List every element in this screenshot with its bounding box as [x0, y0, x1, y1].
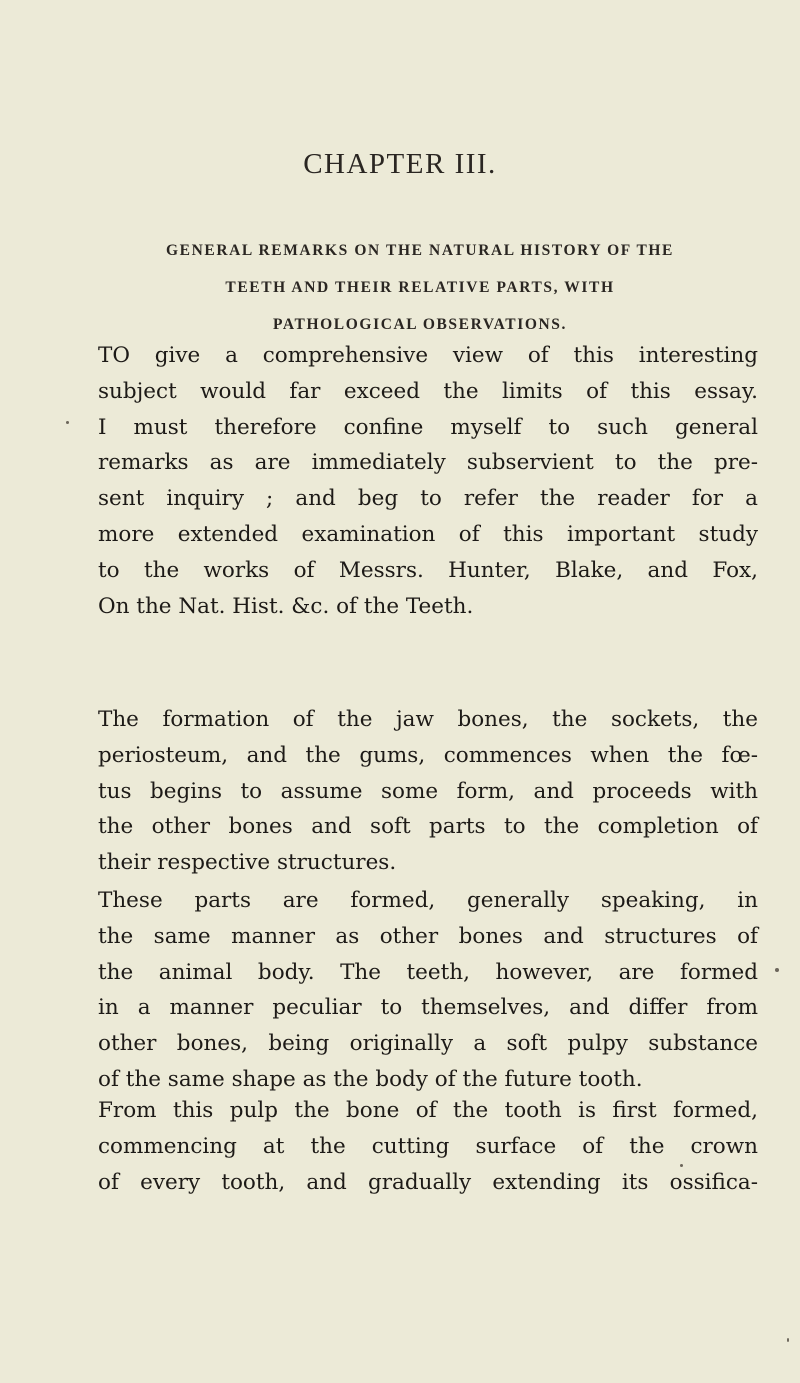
scan-speck	[787, 1338, 789, 1342]
text-line: of every tooth, and gradually extending its ossifica-	[98, 1169, 758, 1195]
text-line: On the Nat. Hist. &c. of the Teeth.	[98, 593, 474, 619]
text-line: of the same shape as the body of the future tooth.	[98, 1066, 643, 1092]
text-line: other bones, being originally a soft pulpy substance	[98, 1031, 758, 1057]
paragraph-3	[98, 883, 758, 1098]
text-line: I must therefore confine myself to such general	[98, 414, 758, 440]
text-line: the animal body. The teeth, however, are formed	[98, 959, 758, 985]
paragraph-2	[98, 702, 758, 881]
subtitle-line: TEETH AND THEIR RELATIVE PARTS, WITH	[225, 279, 615, 296]
text-line: tus begins to assume some form, and proceeds with	[98, 778, 758, 804]
text-line: commencing at the cutting surface of the crown	[98, 1133, 758, 1159]
paragraph-4	[98, 1093, 758, 1200]
text-line: These parts are formed, generally speaking, in	[98, 888, 758, 913]
scan-speck	[66, 421, 69, 424]
text-line: The formation of the jaw bones, the sockets, the	[98, 707, 758, 732]
paragraph-1	[98, 338, 758, 624]
scan-speck	[775, 968, 779, 972]
chapter-title: CHAPTER III.	[303, 148, 497, 180]
text-line: the other bones and soft parts to the completion of	[98, 814, 758, 840]
text-line: the same manner as other bones and structures of	[98, 923, 758, 949]
chapter-subtitle	[100, 232, 740, 343]
subtitle-line: GENERAL REMARKS ON THE NATURAL HISTORY OF THE	[166, 242, 674, 259]
text-line: remarks as are immediately subservient to the pre-	[98, 450, 758, 476]
text-line: TO give a comprehensive view of this interesting	[98, 343, 758, 368]
scan-speck	[680, 1164, 683, 1167]
text-line: sent inquiry ; and beg to refer the reader for a	[98, 486, 758, 512]
text-line: in a manner peculiar to themselves, and differ from	[98, 995, 758, 1021]
text-line: subject would far exceed the limits of this essay.	[98, 378, 758, 404]
text-line: more extended examination of this important study	[98, 521, 758, 547]
text-line: to the works of Messrs. Hunter, Blake, and Fox,	[98, 557, 758, 583]
text-line: From this pulp the bone of the tooth is first formed,	[98, 1098, 758, 1123]
text-line: periosteum, and the gums, commences when the fœ-	[98, 742, 758, 768]
subtitle-line: PATHOLOGICAL OBSERVATIONS.	[273, 316, 567, 333]
text-line: their respective structures.	[98, 850, 397, 876]
